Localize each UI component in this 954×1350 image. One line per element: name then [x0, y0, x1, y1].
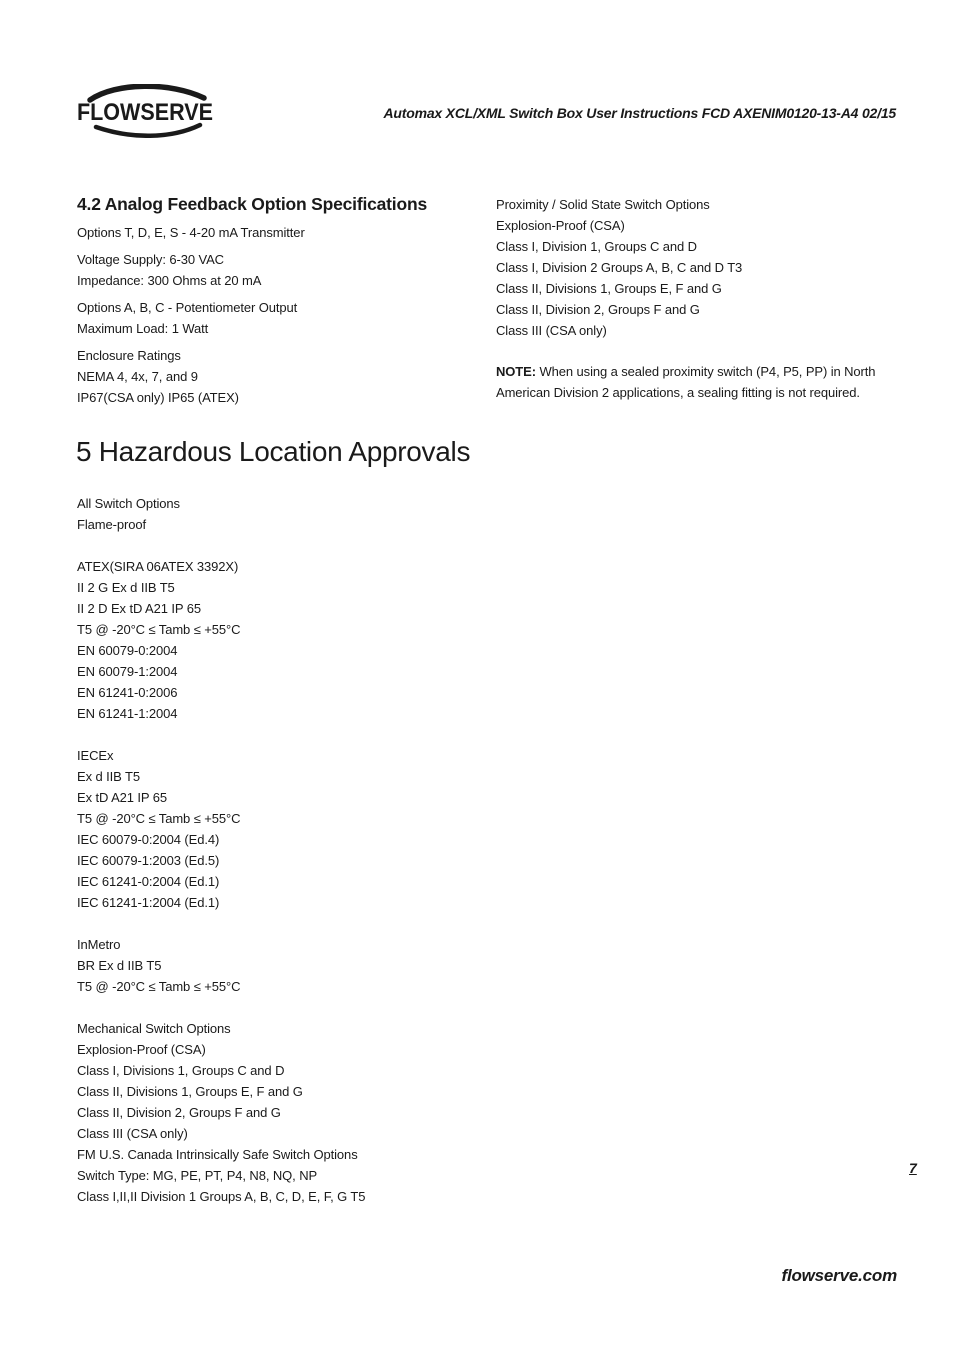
text-line: Switch Type: MG, PE, PT, P4, N8, NQ, NP — [77, 1168, 318, 1183]
svg-text:FLOWSERVE: FLOWSERVE — [77, 99, 213, 126]
text-line: InMetro — [77, 937, 121, 952]
text-line: Class III (CSA only) — [77, 1126, 188, 1141]
text-line: Class II, Divisions 1, Groups E, F and G — [496, 281, 722, 296]
text-line: Explosion-Proof (CSA) — [496, 218, 625, 233]
note-label: NOTE: — [496, 364, 536, 379]
text-line: EN 60079-0:2004 — [77, 643, 178, 658]
text-line: Class I, Division 1, Groups C and D — [496, 239, 697, 254]
text-line: Enclosure Ratings — [77, 348, 181, 363]
section-title: 5 Hazardous Location Approvals — [76, 436, 471, 467]
text-line: Class I,II,II Division 1 Groups A, B, C, D, E, F, G T5 — [77, 1189, 366, 1204]
text-line: All Switch Options — [77, 496, 180, 511]
approval-block — [77, 556, 497, 724]
text-line: Impedance: 300 Ohms at 20 mA — [77, 273, 262, 288]
text-line: IEC 60079-0:2004 (Ed.4) — [77, 832, 220, 847]
text-line: Class III (CSA only) — [496, 323, 607, 338]
text-line: ATEX(SIRA 06ATEX 3392X) — [77, 559, 239, 574]
paragraph — [77, 297, 477, 339]
text-line: Options A, B, C - Potentiometer Output — [77, 300, 298, 315]
note-paragraph — [496, 361, 896, 403]
text-line: Class II, Division 2, Groups F and G — [77, 1105, 281, 1120]
text-line: Proximity / Solid State Switch Options — [496, 197, 710, 212]
text-line: IEC 61241-0:2004 (Ed.1) — [77, 874, 220, 889]
text-line: IEC 60079-1:2003 (Ed.5) — [77, 853, 220, 868]
paragraph — [77, 249, 477, 291]
text-line: Explosion-Proof (CSA) — [77, 1042, 206, 1057]
text-line: BR Ex d IIB T5 — [77, 958, 162, 973]
text-line: Options T, D, E, S - 4-20 mA Transmitter — [77, 225, 305, 240]
text-line: IP67(CSA only) IP65 (ATEX) — [77, 390, 239, 405]
text-line: IECEx — [77, 748, 114, 763]
text-line: FM U.S. Canada Intrinsically Safe Switch Options — [77, 1147, 358, 1162]
text-line: Mechanical Switch Options — [77, 1021, 231, 1036]
text-line: EN 61241-0:2006 — [77, 685, 178, 700]
paragraph — [77, 345, 477, 408]
approval-block — [77, 1018, 497, 1207]
footer-url: flowserve.com — [781, 1266, 897, 1285]
approvals-list — [77, 493, 497, 1228]
text-line: Class I, Division 2 Groups A, B, C and D T3 — [496, 260, 743, 275]
document-header: Automax XCL/XML Switch Box User Instructions FCD AXENIM0120-13-A4 02/15 — [383, 105, 896, 121]
approval-block — [77, 745, 497, 913]
approval-block — [77, 934, 497, 997]
approval-block — [77, 493, 497, 535]
text-line: Flame-proof — [77, 517, 146, 532]
page-number: 7 — [909, 1160, 917, 1176]
text-line: T5 @ -20°C ≤ Tamb ≤ +55°C — [77, 811, 241, 826]
text-line: EN 60079-1:2004 — [77, 664, 178, 679]
text-line: NEMA 4, 4x, 7, and 9 — [77, 369, 198, 384]
text-line: II 2 D Ex tD A21 IP 65 — [77, 601, 202, 616]
text-line: IEC 61241-1:2004 (Ed.1) — [77, 895, 220, 910]
section-heading: 4.2 Analog Feedback Option Specifications — [77, 194, 427, 214]
text-line: Ex tD A21 IP 65 — [77, 790, 168, 805]
text-line: Class II, Divisions 1, Groups E, F and G — [77, 1084, 303, 1099]
text-line: Maximum Load: 1 Watt — [77, 321, 209, 336]
text-line: EN 61241-1:2004 — [77, 706, 178, 721]
analog-feedback-section — [77, 194, 477, 414]
text-line: T5 @ -20°C ≤ Tamb ≤ +55°C — [77, 979, 241, 994]
text-line: Class I, Divisions 1, Groups C and D — [77, 1063, 285, 1078]
paragraph — [77, 222, 477, 243]
text-line: Ex d IIB T5 — [77, 769, 140, 784]
text-line: II 2 G Ex d IIB T5 — [77, 580, 175, 595]
note-text: When using a sealed proximity switch (P4, P5, PP) in North American Division 2 applications, a sealing fitting is not required. — [496, 364, 876, 400]
flowserve-logo — [76, 84, 216, 138]
text-line: Voltage Supply: 6-30 VAC — [77, 252, 224, 267]
proximity-switch-section — [496, 194, 896, 403]
text-line: Class II, Division 2, Groups F and G — [496, 302, 700, 317]
text-line: T5 @ -20°C ≤ Tamb ≤ +55°C — [77, 622, 241, 637]
